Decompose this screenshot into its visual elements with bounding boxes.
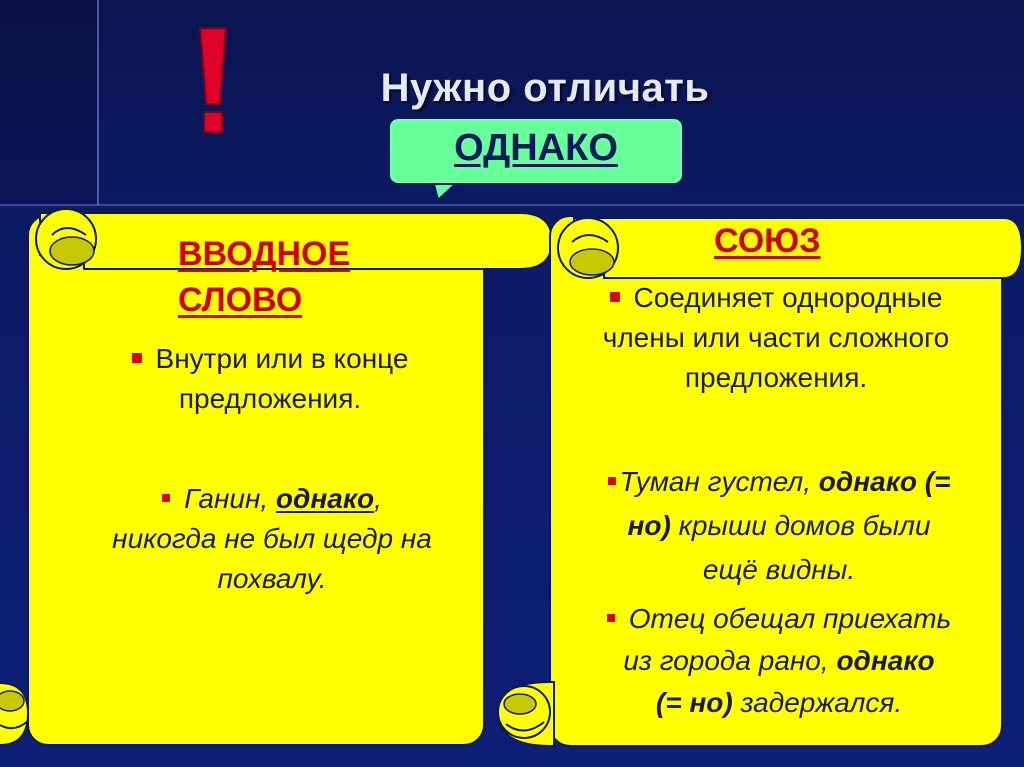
right-example2-c: однако bbox=[836, 645, 935, 676]
page-title: Нужно отличать bbox=[380, 66, 710, 110]
right-example1-e: ещё видны. bbox=[702, 554, 856, 585]
right-rule bbox=[554, 278, 998, 398]
right-example2-d: (= но) bbox=[655, 687, 733, 718]
bullet-icon bbox=[607, 614, 615, 622]
callout-text: ОДНАКО bbox=[454, 127, 618, 169]
left-example-word: однако bbox=[275, 483, 375, 514]
bullet-icon bbox=[132, 353, 142, 363]
right-rule-line1: Соединяет однородные bbox=[633, 282, 943, 313]
left-rule bbox=[80, 339, 460, 419]
left-heading bbox=[178, 231, 350, 323]
right-heading: СОЮЗ bbox=[714, 222, 821, 260]
left-heading-line2: СЛОВО bbox=[178, 281, 303, 319]
left-scroll bbox=[0, 205, 560, 757]
left-example bbox=[62, 479, 482, 599]
bullet-icon bbox=[610, 292, 620, 302]
right-example2 bbox=[554, 598, 1004, 724]
left-example-line3: похвалу. bbox=[217, 563, 327, 594]
left-example-a: Ганин, bbox=[184, 483, 276, 514]
right-rule-line2: члены или части сложного bbox=[602, 322, 950, 353]
right-example1-d: крыши домов были bbox=[670, 510, 931, 541]
right-example1-c: но) bbox=[627, 510, 671, 541]
right-example1-b: однако (= bbox=[818, 466, 951, 497]
right-rule-line3: предложения. bbox=[684, 362, 868, 393]
left-rule-line1: Внутри или в конце bbox=[155, 343, 409, 374]
left-rule-line2: предложения. bbox=[178, 383, 362, 414]
right-example2-b: из города рано, bbox=[623, 645, 837, 676]
bullet-icon bbox=[162, 494, 170, 502]
bullet-icon bbox=[608, 477, 616, 485]
left-example-line2: никогда не был щедр на bbox=[112, 523, 432, 554]
right-example2-a: Отец обещал приехать bbox=[628, 603, 952, 634]
callout-box bbox=[388, 117, 684, 185]
left-example-b: , bbox=[374, 483, 382, 514]
right-example1-a: Туман густел, bbox=[619, 466, 819, 497]
left-heading-line1: ВВОДНОЕ bbox=[178, 235, 351, 273]
right-example2-e: задержался. bbox=[732, 687, 903, 718]
right-scroll bbox=[484, 212, 1024, 757]
right-example1 bbox=[554, 460, 1004, 592]
